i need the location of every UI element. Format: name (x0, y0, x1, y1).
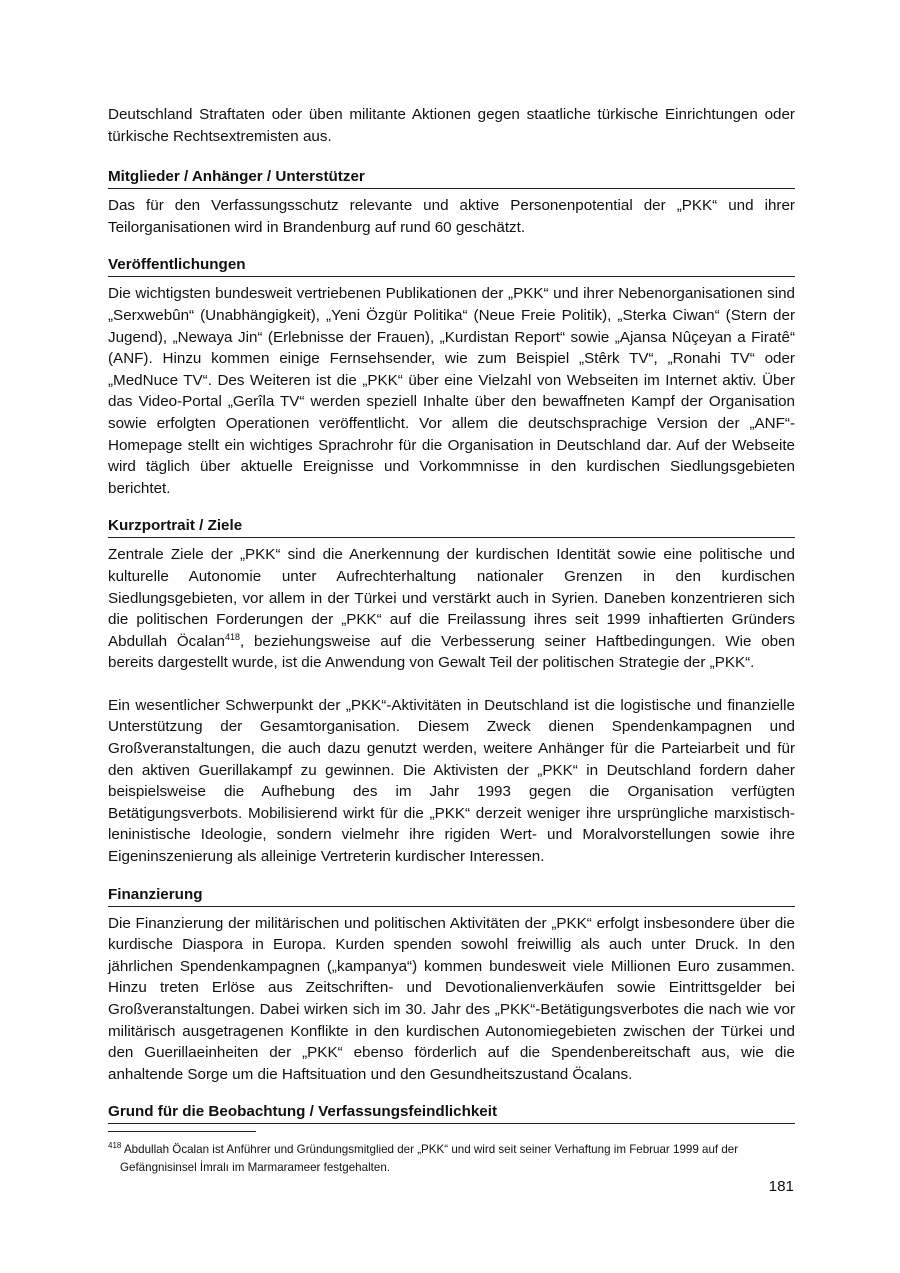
paragraph-kurzportrait-2: Ein wesentlicher Schwerpunkt der „PKK“-Aktivitäten in Deutschland ist die logistische und finanzielle Unterstützung der Gesamtorganisation. Diesem Zweck dienen Spendenkampagnen und Großveranstaltungen, die auch dazu genutzt werden, weitere Anhänger für die Parteiarbeit und für den aktiven Guerillakampf zu gewinnen. Die Aktivisten der „PKK“ in Deutschland fordern daher beispielsweise die Aufhebung des im Jahr 1993 gegen die Organisation verfügten Betätigungsverbots. Mobilisierend wirkt für die „PKK“ derzeit weniger ihre ursprüngliche marxistisch-leninistische Ideologie, sondern vielmehr ihre rigiden Wert- und Moralvorstellungen sowie ihre Eigeninszenierung als alleinige Vertreterin kurdischer Interessen. (108, 696, 795, 866)
paragraph-kurzportrait-1-start: Zentrale Ziele der „PKK“ sind die Anerkennung der kurdischen Identität sowie eine politische und kulturelle Autonomie unter Aufrechterhaltung nationaler Grenzen in den kurdischen Siedlungsgebieten, vor allem in der Türkei und verstärkt auch in Syrien. Daneben konzentrieren sich die politischen Forderungen der „PKK“ auf die Freilassung ihres seit 1999 inhaftierten Gründers Abdullah Öcalan (108, 546, 795, 650)
paragraph-finanzierung: Die Finanzierung der militärischen und politischen Aktivitäten der „PKK“ erfolgt insbesondere über die kurdische Diaspora in Europa. Kurden spenden sowohl freiwillig als auch unter Druck. In den jährlichen Spendenkampagnen („kampanya“) kommen bundesweit viele Millionen Euro zusammen. Hinzu treten Erlöse aus Zeitschriften- und Devotionalienverkäufen sowie Eintrittsgelder bei Großveranstaltungen. Dabei wirken sich im 30. Jahr des „PKK“-Betätigungsverbotes die nach wie vor militärisch ausgetragenen Konflikte in den kurdischen Autonomiegebieten zwischen der Türkei und den Guerillaeinheiten der „PKK“ ebenso förderlich auf die Spendenbereitschaft aus, wie die anhaltende Sorge um die Haftsituation und den Gesundheitszustand Öcalans. (108, 914, 795, 1083)
heading-veroeffentlichungen: Veröffentlichungen (108, 254, 795, 277)
section-mitglieder (108, 166, 795, 238)
heading-grund: Grund für die Beobachtung / Verfassungsfeindlichkeit (108, 1101, 795, 1124)
intro-paragraph: Deutschland Straftaten oder üben militante Aktionen gegen staatliche türkische Einrichtungen oder türkische Rechtsextremisten aus. (108, 106, 795, 145)
section-finanzierung (108, 884, 795, 1086)
footnote (108, 1141, 795, 1176)
paragraph-kurzportrait-1-end: , beziehungsweise auf die Verbesserung seiner Haftbedingungen. Wie oben bereits dargestellt wurde, ist die Anwendung von Gewalt Teil der politischen Strategie der „PKK“. (108, 632, 796, 672)
footnote-divider (108, 1131, 256, 1132)
section-grund (108, 1101, 795, 1124)
footnote-reference: 418 (224, 631, 241, 642)
footnote-text-1: Abdullah Öcalan ist Anführer und Gründungsmitglied der „PKK“ und wird seit seiner Verhaftung im Februar 1999 auf der (123, 1143, 739, 1156)
section-kurzportrait (108, 515, 795, 867)
section-veroeffentlichungen (108, 254, 795, 499)
footnote-number: 418 (108, 1141, 122, 1151)
heading-finanzierung: Finanzierung (108, 884, 795, 907)
heading-mitglieder: Mitglieder / Anhänger / Unterstützer (108, 166, 795, 189)
heading-kurzportrait: Kurzportrait / Ziele (108, 515, 795, 538)
page-body (108, 104, 795, 1140)
footnote-line-1 (108, 1141, 795, 1159)
footnote-text-2: Gefängnisinsel İmralı im Marmarameer festgehalten. (120, 1160, 390, 1174)
page-number: 181 (768, 1178, 794, 1195)
paragraph-mitglieder: Das für den Verfassungsschutz relevante und aktive Personenpotential der „PKK“ und ihrer Teilorganisationen wird in Brandenburg auf rund 60 geschätzt. (108, 197, 795, 236)
paragraph-veroeffentlichungen: Die wichtigsten bundesweit vertriebenen Publikationen der „PKK“ und ihrer Nebenorganisationen sind „Serxwebûn“ (Unabhängigkeit), „Yeni Özgür Politika“ (Neue Freie Politik), „Sterka Ciwan“ (Stern der Jugend), „Newaya Jin“ (Erlebnisse der Frauen), „Kurdistan Report“ sowie „Ajansa Nûçeyan a Firatê“ (ANF). Hinzu kommen einige Fernsehsender, wie zum Beispiel „Stêrk TV“, „Ronahi TV“ oder „MedNuce TV“. Des Weiteren ist die „PKK“ über eine Vielzahl von Webseiten im Internet aktiv. Über das Video-Portal „Gerîla TV“ werden speziell Inhalte über den bewaffneten Kampf der Organisation sowie erfolgten Operationen veröffentlicht. Vor allem die deutschsprachige Version der „ANF“-Homepage stellt ein wichtiges Sprachrohr für die Organisation in Deutschland dar. Auf der Webseite wird täglich über aktuelle Ereignisse und Vorkommnisse in den kurdischen Siedlungsgebieten berichtet. (108, 285, 795, 497)
paragraph-kurzportrait-1 (108, 544, 795, 674)
